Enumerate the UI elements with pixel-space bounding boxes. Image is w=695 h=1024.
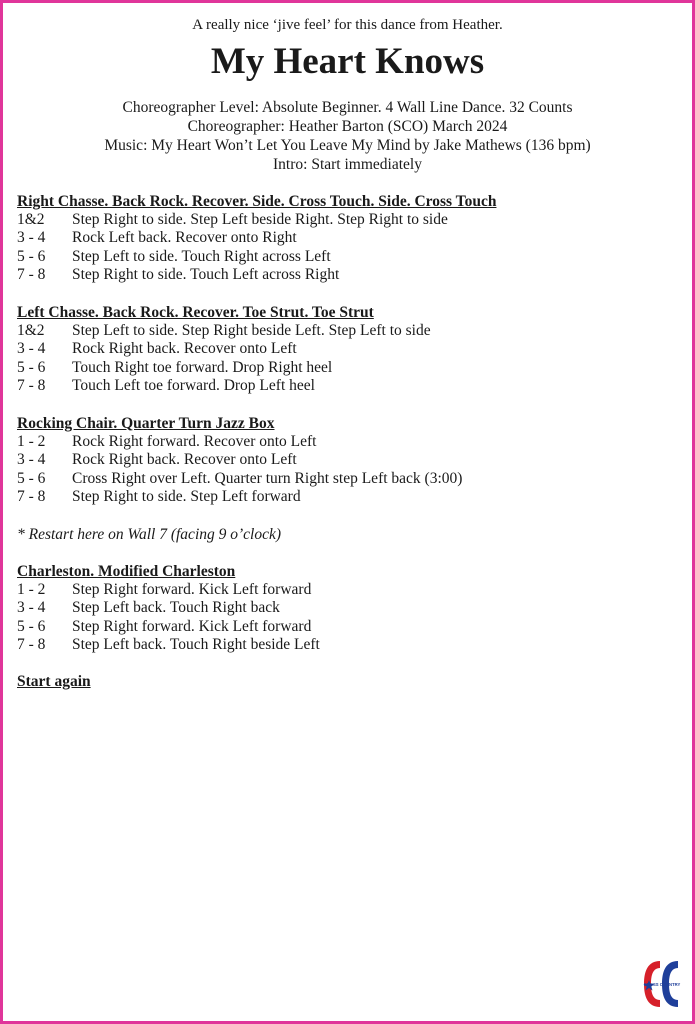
start-again: Start again (17, 672, 91, 690)
step-description: Step Right to side. Step Left forward (72, 488, 301, 506)
step-count: 5 - 6 (17, 247, 46, 265)
step-count: 3 - 4 (17, 229, 46, 247)
step-row (17, 211, 678, 230)
step-section-4 (17, 562, 678, 655)
step-row (17, 266, 678, 285)
cross-country-logo (640, 955, 684, 1013)
info-choreographer: Choreographer: Heather Barton (SCO) March 2024 (187, 117, 508, 135)
logo-text: CROSS COUNTRY (643, 982, 681, 987)
step-description: Rock Left back. Recover onto Right (72, 229, 297, 247)
step-row (17, 451, 678, 470)
step-description: Rock Right back. Recover onto Left (72, 451, 297, 469)
info-music: Music: My Heart Won’t Let You Leave My Mind by Jake Mathews (136 bpm) (104, 136, 591, 154)
step-count: 5 - 6 (17, 617, 46, 635)
step-row (17, 433, 678, 452)
section-title: Left Chasse. Back Rock. Recover. Toe Strut. Toe Strut (17, 303, 374, 321)
tagline: A really nice ‘jive feel’ for this dance from Heather. (192, 17, 503, 33)
step-section-2 (17, 303, 678, 396)
step-description: Step Right to side. Step Left beside Right. Step Right to side (72, 210, 448, 228)
step-row (17, 322, 678, 341)
step-description: Rock Right back. Recover onto Left (72, 340, 297, 358)
step-count: 1 - 2 (17, 432, 46, 450)
step-description: Step Left back. Touch Right beside Left (72, 636, 320, 654)
step-row (17, 599, 678, 618)
step-row (17, 377, 678, 396)
step-count: 1&2 (17, 321, 45, 339)
step-description: Touch Right toe forward. Drop Right heel (72, 358, 333, 376)
step-section-3 (17, 414, 678, 507)
restart-note: * Restart here on Wall 7 (facing 9 o’clock) (17, 525, 282, 543)
step-count: 7 - 8 (17, 377, 46, 395)
step-count: 7 - 8 (17, 636, 46, 654)
step-row (17, 470, 678, 489)
step-description: Step Left back. Touch Right back (72, 599, 280, 617)
step-count: 3 - 4 (17, 340, 46, 358)
step-count: 5 - 6 (17, 469, 46, 487)
step-row (17, 581, 678, 600)
step-row (17, 636, 678, 655)
step-row (17, 229, 678, 248)
step-description: Cross Right over Left. Quarter turn Right step Left back (3:00) (72, 469, 463, 487)
step-count: 1 - 2 (17, 580, 46, 598)
section-title: Charleston. Modified Charleston (17, 562, 236, 580)
section-title: Rocking Chair. Quarter Turn Jazz Box (17, 414, 275, 432)
step-count: 3 - 4 (17, 599, 46, 617)
step-section-1 (17, 192, 678, 285)
step-count: 7 - 8 (17, 488, 46, 506)
step-count: 3 - 4 (17, 451, 46, 469)
step-description: Touch Left toe forward. Drop Left heel (72, 377, 315, 395)
step-row (17, 340, 678, 359)
page-title: My Heart Knows (210, 41, 485, 82)
step-description: Rock Right forward. Recover onto Left (72, 432, 317, 450)
step-count: 7 - 8 (17, 266, 46, 284)
info-intro: Intro: Start immediately (273, 155, 422, 173)
step-count: 5 - 6 (17, 358, 46, 376)
section-title: Right Chasse. Back Rock. Recover. Side. Cross Touch. Side. Cross Touch (17, 192, 497, 210)
step-count: 1&2 (17, 210, 45, 228)
step-description: Step Right forward. Kick Left forward (72, 580, 312, 598)
info-level: Choreographer Level: Absolute Beginner. 4 Wall Line Dance. 32 Counts (122, 98, 573, 116)
step-row (17, 488, 678, 507)
step-description: Step Left to side. Touch Right across Left (72, 247, 331, 265)
step-row (17, 359, 678, 378)
dance-info (17, 98, 678, 174)
step-description: Step Left to side. Step Right beside Left. Step Left to side (72, 321, 431, 339)
step-row (17, 248, 678, 267)
step-description: Step Right forward. Kick Left forward (72, 617, 312, 635)
step-row (17, 618, 678, 637)
step-description: Step Right to side. Touch Left across Right (72, 266, 340, 284)
